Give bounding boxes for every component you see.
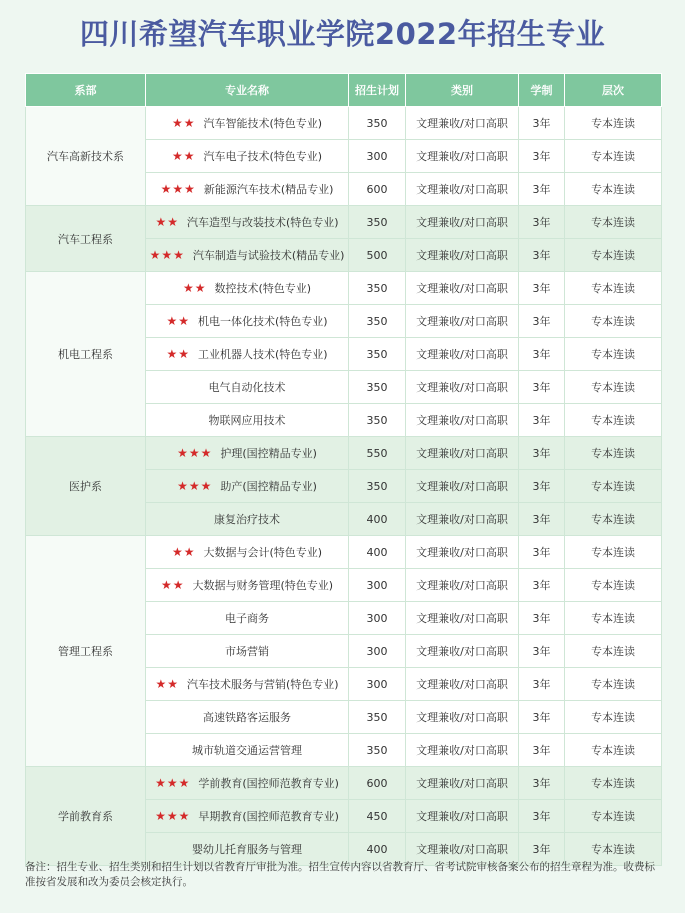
category-cell: 文理兼收/对口高职: [406, 635, 519, 668]
category-cell: 文理兼收/对口高职: [406, 239, 519, 272]
duration-cell: 3年: [519, 239, 565, 272]
duration-cell: 3年: [519, 734, 565, 767]
category-cell: 文理兼收/对口高职: [406, 305, 519, 338]
header-major: 专业名称: [146, 74, 349, 107]
major-name: 汽车智能技术(特色专业): [203, 117, 323, 130]
level-cell: 专本连读: [565, 173, 662, 206]
category-cell: 文理兼收/对口高职: [406, 371, 519, 404]
level-cell: 专本连读: [565, 833, 662, 866]
major-name: 电子商务: [225, 612, 269, 625]
dept-cell: 管理工程系: [26, 536, 146, 767]
category-cell: 文理兼收/对口高职: [406, 800, 519, 833]
duration-cell: 3年: [519, 107, 565, 140]
header-duration: 学制: [519, 74, 565, 107]
major-cell: [146, 107, 349, 140]
duration-cell: 3年: [519, 404, 565, 437]
duration-cell: 3年: [519, 668, 565, 701]
level-cell: 专本连读: [565, 635, 662, 668]
major-cell: [146, 536, 349, 569]
duration-cell: 3年: [519, 701, 565, 734]
major-name: 汽车电子技术(特色专业): [203, 150, 323, 163]
major-name: 助产(国控精品专业): [220, 480, 317, 493]
dept-cell: 学前教育系: [26, 767, 146, 866]
dept-cell: 汽车工程系: [26, 206, 146, 272]
major-name: 康复治疗技术: [214, 513, 280, 526]
duration-cell: 3年: [519, 437, 565, 470]
major-cell: [146, 701, 349, 734]
level-cell: 专本连读: [565, 536, 662, 569]
major-cell: [146, 371, 349, 404]
level-cell: 专本连读: [565, 371, 662, 404]
duration-cell: 3年: [519, 569, 565, 602]
major-name: 市场营销: [225, 645, 269, 658]
plan-cell: 350: [349, 734, 406, 767]
duration-cell: 3年: [519, 305, 565, 338]
duration-cell: 3年: [519, 833, 565, 866]
plan-cell: 600: [349, 173, 406, 206]
star-rating-icon: ★★: [155, 215, 179, 229]
table-row: [26, 272, 662, 305]
plan-cell: 400: [349, 536, 406, 569]
level-cell: 专本连读: [565, 140, 662, 173]
plan-cell: 300: [349, 140, 406, 173]
plan-cell: 350: [349, 305, 406, 338]
plan-cell: 400: [349, 503, 406, 536]
star-rating-icon: ★★★: [155, 776, 191, 790]
major-name: 学前教育(国控师范教育专业): [198, 777, 339, 790]
major-name: 护理(国控精品专业): [220, 447, 317, 460]
category-cell: 文理兼收/对口高职: [406, 206, 519, 239]
category-cell: 文理兼收/对口高职: [406, 734, 519, 767]
table-row: [26, 107, 662, 140]
plan-cell: 600: [349, 767, 406, 800]
duration-cell: 3年: [519, 140, 565, 173]
header-dept: 系部: [26, 74, 146, 107]
category-cell: 文理兼收/对口高职: [406, 536, 519, 569]
plan-cell: 500: [349, 239, 406, 272]
star-rating-icon: ★★★: [160, 182, 196, 196]
duration-cell: 3年: [519, 800, 565, 833]
duration-cell: 3年: [519, 470, 565, 503]
major-cell: [146, 767, 349, 800]
plan-cell: 350: [349, 206, 406, 239]
plan-cell: 450: [349, 800, 406, 833]
table-body: [26, 107, 662, 866]
duration-cell: 3年: [519, 206, 565, 239]
plan-cell: 350: [349, 404, 406, 437]
duration-cell: 3年: [519, 503, 565, 536]
plan-cell: 400: [349, 833, 406, 866]
duration-cell: 3年: [519, 173, 565, 206]
level-cell: 专本连读: [565, 470, 662, 503]
major-name: 汽车制造与试验技术(精品专业): [192, 249, 345, 262]
major-cell: [146, 338, 349, 371]
level-cell: 专本连读: [565, 503, 662, 536]
dept-cell: 汽车高新技术系: [26, 107, 146, 206]
page-title: 四川希望汽车职业学院2022年招生专业: [79, 17, 606, 51]
star-rating-icon: ★★: [171, 116, 196, 130]
major-cell: [146, 602, 349, 635]
table-row: [26, 767, 662, 800]
star-rating-icon: ★★★: [177, 479, 213, 493]
level-cell: 专本连读: [565, 767, 662, 800]
duration-cell: 3年: [519, 338, 565, 371]
duration-cell: 3年: [519, 536, 565, 569]
level-cell: 专本连读: [565, 668, 662, 701]
plan-cell: 300: [349, 569, 406, 602]
major-cell: [146, 437, 349, 470]
category-cell: 文理兼收/对口高职: [406, 503, 519, 536]
dept-cell: 医护系: [26, 437, 146, 536]
level-cell: 专本连读: [565, 338, 662, 371]
major-cell: [146, 503, 349, 536]
major-cell: [146, 239, 349, 272]
table-header-row: [26, 74, 662, 107]
star-rating-icon: ★★: [166, 314, 190, 328]
level-cell: 专本连读: [565, 602, 662, 635]
star-rating-icon: ★★: [160, 578, 185, 592]
major-cell: [146, 272, 349, 305]
duration-cell: 3年: [519, 371, 565, 404]
level-cell: 专本连读: [565, 305, 662, 338]
major-cell: [146, 635, 349, 668]
major-cell: [146, 305, 349, 338]
level-cell: 专本连读: [565, 107, 662, 140]
majors-table: [25, 73, 662, 866]
star-rating-icon: ★★: [171, 545, 196, 559]
category-cell: 文理兼收/对口高职: [406, 107, 519, 140]
major-name: 大数据与会计(特色专业): [203, 546, 323, 559]
category-cell: 文理兼收/对口高职: [406, 437, 519, 470]
major-name: 物联网应用技术: [208, 414, 286, 427]
major-name: 早期教育(国控师范教育专业): [198, 810, 339, 823]
major-name: 新能源汽车技术(精品专业): [203, 183, 334, 196]
header-level: 层次: [565, 74, 662, 107]
dept-cell: 机电工程系: [26, 272, 146, 437]
major-name: 婴幼儿托育服务与管理: [192, 843, 302, 856]
plan-cell: 550: [349, 437, 406, 470]
plan-cell: 350: [349, 470, 406, 503]
major-name: 汽车技术服务与营销(特色专业): [186, 678, 339, 691]
duration-cell: 3年: [519, 767, 565, 800]
star-rating-icon: ★★★: [149, 248, 185, 262]
level-cell: 专本连读: [565, 800, 662, 833]
level-cell: 专本连读: [565, 206, 662, 239]
major-cell: [146, 206, 349, 239]
level-cell: 专本连读: [565, 569, 662, 602]
plan-cell: 300: [349, 668, 406, 701]
duration-cell: 3年: [519, 635, 565, 668]
table-row: [26, 437, 662, 470]
duration-cell: 3年: [519, 272, 565, 305]
category-cell: 文理兼收/对口高职: [406, 569, 519, 602]
major-name: 电气自动化技术: [208, 381, 286, 394]
category-cell: 文理兼收/对口高职: [406, 272, 519, 305]
category-cell: 文理兼收/对口高职: [406, 140, 519, 173]
major-name: 机电一体化技术(特色专业): [197, 315, 328, 328]
level-cell: 专本连读: [565, 404, 662, 437]
major-cell: [146, 668, 349, 701]
plan-cell: 350: [349, 338, 406, 371]
plan-cell: 350: [349, 272, 406, 305]
table-row: [26, 536, 662, 569]
star-rating-icon: ★★: [166, 347, 190, 361]
major-name: 数控技术(特色专业): [214, 282, 312, 295]
major-cell: [146, 140, 349, 173]
major-cell: [146, 569, 349, 602]
category-cell: 文理兼收/对口高职: [406, 767, 519, 800]
plan-cell: 350: [349, 701, 406, 734]
major-cell: [146, 734, 349, 767]
level-cell: 专本连读: [565, 272, 662, 305]
major-name: 城市轨道交通运营管理: [192, 744, 302, 757]
major-name: 高速铁路客运服务: [203, 711, 291, 724]
category-cell: 文理兼收/对口高职: [406, 470, 519, 503]
major-name: 大数据与财务管理(特色专业): [192, 579, 334, 592]
major-cell: [146, 800, 349, 833]
category-cell: 文理兼收/对口高职: [406, 338, 519, 371]
plan-cell: 300: [349, 635, 406, 668]
category-cell: 文理兼收/对口高职: [406, 173, 519, 206]
category-cell: 文理兼收/对口高职: [406, 602, 519, 635]
star-rating-icon: ★★★: [177, 446, 213, 460]
major-name: 工业机器人技术(特色专业): [197, 348, 328, 361]
major-name: 汽车造型与改装技术(特色专业): [186, 216, 339, 229]
category-cell: 文理兼收/对口高职: [406, 404, 519, 437]
header-plan: 招生计划: [349, 74, 406, 107]
star-rating-icon: ★★: [171, 149, 196, 163]
major-cell: [146, 173, 349, 206]
plan-cell: 300: [349, 602, 406, 635]
category-cell: 文理兼收/对口高职: [406, 833, 519, 866]
category-cell: 文理兼收/对口高职: [406, 668, 519, 701]
duration-cell: 3年: [519, 602, 565, 635]
footnote: 备注：招生专业、招生类别和招生计划以省教育厅审批为准。招生宣传内容以省教育厅、省考试院审核备案公布的招生章程为准。收费标准按省发展和改为委员会核定执行。: [25, 861, 655, 888]
level-cell: 专本连读: [565, 437, 662, 470]
plan-cell: 350: [349, 371, 406, 404]
star-rating-icon: ★★★: [155, 809, 191, 823]
star-rating-icon: ★★: [155, 677, 179, 691]
plan-cell: 350: [349, 107, 406, 140]
level-cell: 专本连读: [565, 734, 662, 767]
major-cell: [146, 404, 349, 437]
level-cell: 专本连读: [565, 701, 662, 734]
header-category: 类别: [406, 74, 519, 107]
major-cell: [146, 470, 349, 503]
star-rating-icon: ★★: [182, 281, 207, 295]
level-cell: 专本连读: [565, 239, 662, 272]
category-cell: 文理兼收/对口高职: [406, 701, 519, 734]
table-row: [26, 206, 662, 239]
